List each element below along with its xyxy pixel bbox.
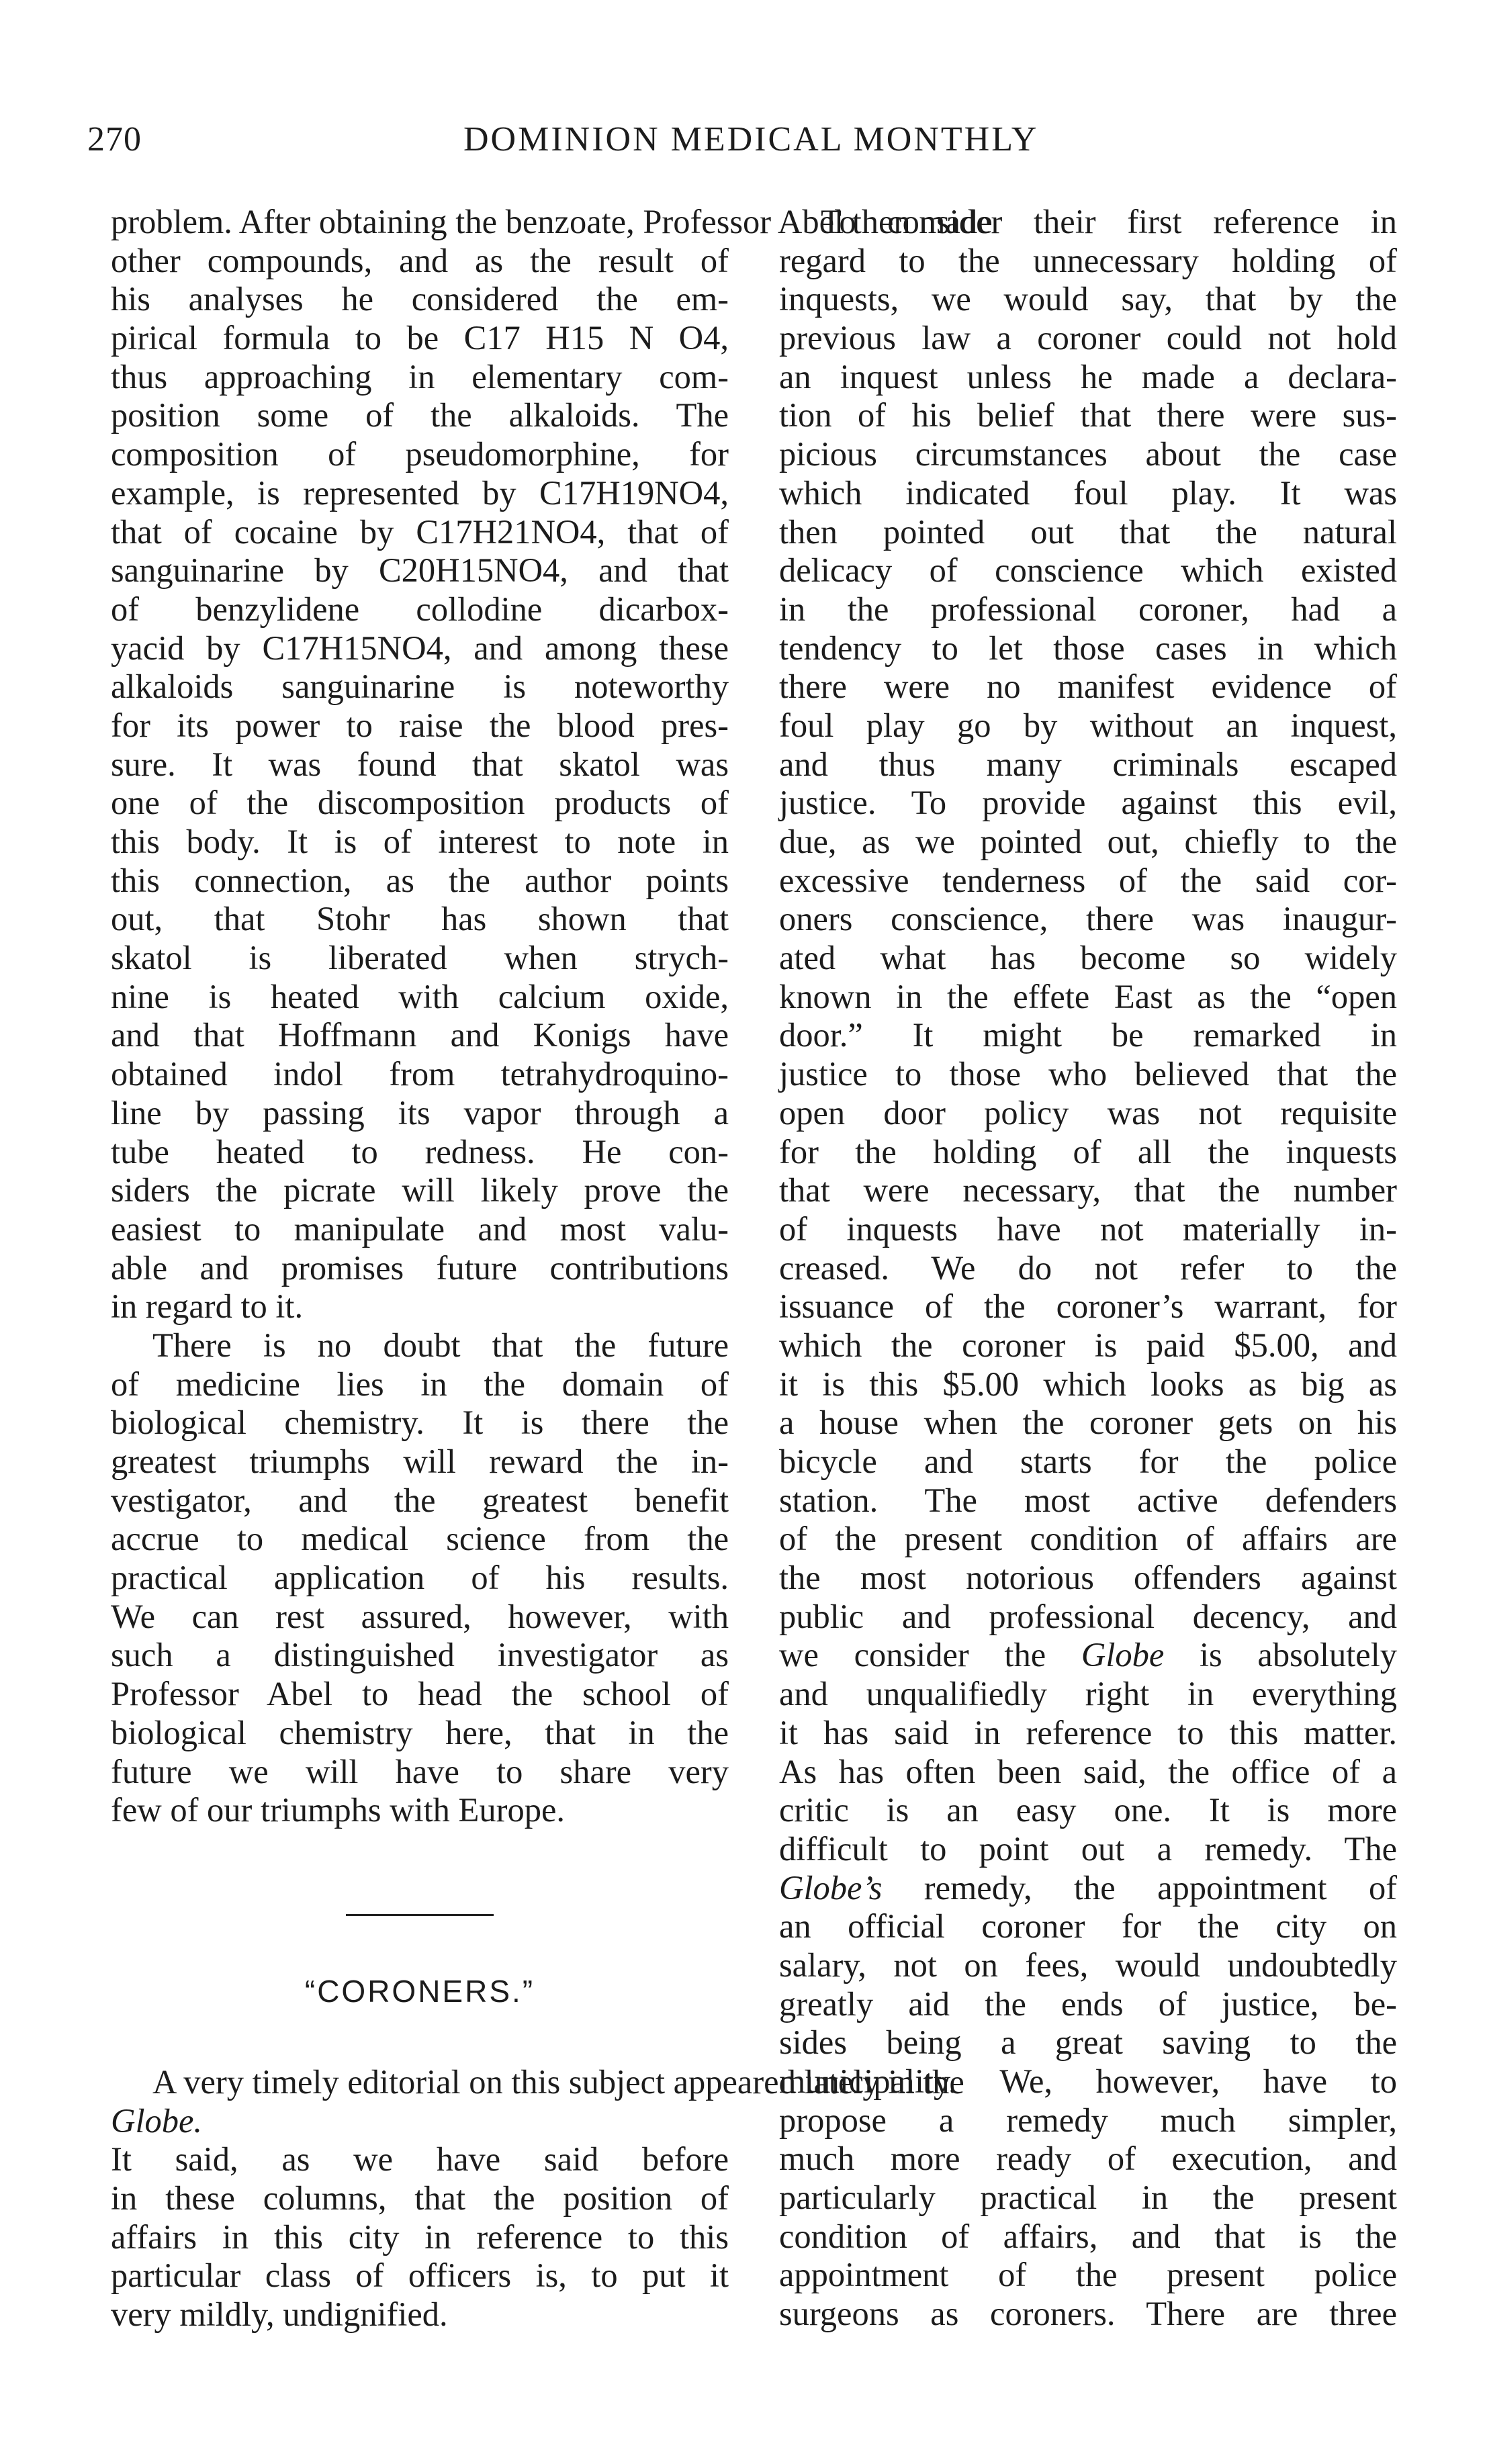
text-line: it is this $5.00 which looks as big as: [779, 1365, 1397, 1403]
text-line: delicacy of conscience which existed: [779, 551, 1397, 590]
text-line: sides being a great saving to the: [779, 2023, 1397, 2062]
text-line: a house when the coroner gets on his: [779, 1404, 1397, 1442]
section-heading: “CORONERS.”: [304, 1974, 535, 2009]
text-line: biological chemistry here, that in the: [111, 1713, 729, 1751]
text-line: excessive tenderness of the said cor-: [779, 861, 1397, 899]
running-head: [87, 120, 1404, 167]
text-segment: we consider the: [779, 1636, 1046, 1674]
text-line: accrue to medical science from the: [111, 1520, 729, 1558]
text-line: greatly aid the ends of justice, be-: [779, 1984, 1397, 2023]
text-line: [111, 2102, 729, 2141]
text-line: condition of affairs, and that is the: [779, 2217, 1397, 2255]
text-line: of the present condition of affairs are: [779, 1520, 1397, 1558]
paragraph-coroners-part1: [779, 203, 1397, 1636]
text-line: very mildly, undignified.: [111, 2295, 448, 2334]
text-line: public and professional decency, and: [779, 1597, 1397, 1635]
text-line: critic is an easy one. It is more: [779, 1791, 1397, 1829]
text-segment: remedy, the appointment of: [923, 1868, 1398, 1907]
text-line: station. The most active defenders: [779, 1481, 1397, 1519]
text-line: obtained indol from tetrahydroquino-: [111, 1055, 729, 1093]
text-line: of medicine lies in the domain of: [111, 1365, 729, 1403]
paragraph-coroners-part2: [779, 1675, 1397, 1868]
text-line: tube heated to redness. He con-: [111, 1132, 729, 1171]
text-line: for its power to raise the blood pres-: [111, 706, 729, 744]
globe-title: Globe’s: [779, 1868, 883, 1907]
text-line: that were necessary, that the number: [779, 1171, 1397, 1210]
text-line: It said, as we have said before: [111, 2140, 729, 2179]
text-line: this body. It is of interest to note in: [111, 823, 729, 860]
text-line: tion of his belief that there were sus-: [779, 396, 1397, 435]
text-line: thus approaching in elementary com-: [111, 357, 729, 396]
text-line: known in the effete East as the “open: [779, 977, 1397, 1015]
text-line: ated what has become so widely: [779, 939, 1397, 977]
section-divider: [346, 1914, 494, 1916]
text-line: then pointed out that the natural: [779, 512, 1397, 551]
text-line: future we will have to share very: [111, 1752, 729, 1790]
text-line: for the holding of all the inquests: [779, 1132, 1397, 1171]
text-line: appointment of the present police: [779, 2256, 1397, 2294]
text-line: regard to the unnecessary holding of: [779, 241, 1397, 279]
text-line: inquests, we would say, that by the: [779, 280, 1397, 318]
text-line: biological chemistry. It is there the: [111, 1404, 729, 1442]
text-line: due, as we pointed out, chiefly to the: [779, 823, 1397, 860]
text-line: tendency to let those cases in which: [779, 629, 1397, 667]
text-line: example, is represented by C17H19NO4,: [111, 473, 729, 512]
text-line: much more ready of execution, and: [779, 2140, 1397, 2178]
paragraph-editorial: [111, 2063, 964, 2334]
text-line: easiest to manipulate and most valu-: [111, 1210, 729, 1248]
text-line: [779, 1636, 1397, 1675]
text-line: few of our triumphs with Europe.: [111, 1791, 566, 1829]
page-number: 270: [87, 120, 142, 158]
text-line: problem. After obtaining the benzoate, Professor Abel then made: [111, 203, 993, 240]
text-line: an inquest unless he made a declara-: [779, 357, 1397, 396]
text-line: position some of the alkaloids. The: [111, 396, 729, 435]
text-line: propose a remedy much simpler,: [779, 2101, 1397, 2139]
text-line: this connection, as the author points: [111, 861, 729, 899]
text-line: picious circumstances about the case: [779, 435, 1397, 473]
text-line: an official coroner for the city on: [779, 1907, 1397, 1946]
text-line: particularly practical in the present: [779, 2179, 1397, 2217]
text-line: yacid by C17H15NO4, and among these: [111, 629, 729, 667]
text-line: greatest triumphs will reward the in-: [111, 1443, 729, 1480]
text-line: of benzylidene collodine dicarbox-: [111, 590, 729, 628]
globe-title: Globe: [1081, 1636, 1165, 1674]
text-line: it has said in reference to this matter.: [779, 1713, 1397, 1751]
text-line: open door policy was not requisite: [779, 1093, 1397, 1132]
text-line: pirical formula to be C17 H15 N O4,: [111, 319, 729, 357]
text-line: salary, not on fees, would undoubtedly: [779, 1946, 1397, 1984]
text-line: justice. To provide against this evil,: [779, 784, 1397, 822]
text-line: in these columns, that the position of: [111, 2179, 729, 2218]
text-line: previous law a coroner could not hold: [779, 319, 1397, 357]
text-line: and thus many criminals escaped: [779, 745, 1397, 783]
text-line: vestigator, and the greatest benefit: [111, 1481, 729, 1519]
text-line: other compounds, and as the result of: [111, 241, 729, 279]
text-line: bicycle and starts for the police: [779, 1443, 1397, 1480]
text-line: that of cocaine by C17H21NO4, that of: [111, 512, 729, 551]
text-line: which the coroner is paid $5.00, and: [779, 1326, 1397, 1364]
editorial-lines: [111, 2140, 729, 2334]
text-line: nine is heated with calcium oxide,: [111, 977, 729, 1015]
text-line: line by passing its vapor through a: [111, 1093, 729, 1132]
text-line: siders the picrate will likely prove the: [111, 1171, 729, 1210]
text-line: out, that Stohr has shown that: [111, 900, 729, 938]
text-line: in regard to it.: [111, 1287, 304, 1326]
text-line: the most notorious offenders against: [779, 1559, 1397, 1597]
paragraph-biochemistry: [111, 203, 993, 1326]
text-line: such a distinguished investigator as: [111, 1636, 729, 1674]
text-line: Professor Abel to head the school of: [111, 1675, 729, 1713]
text-line: We can rest assured, however, with: [111, 1597, 729, 1635]
text-line: and that Hoffmann and Konigs have: [111, 1016, 729, 1054]
globe-title: Globe.: [111, 2101, 203, 2140]
text-line: which indicated foul play. It was: [779, 473, 1397, 512]
journal-title: DOMINION MEDICAL MONTHLY: [463, 120, 1039, 158]
text-line: in the professional coroner, had a: [779, 590, 1397, 628]
text-line: As has often been said, the office of a: [779, 1752, 1397, 1790]
text-line: creased. We do not refer to the: [779, 1248, 1397, 1287]
text-line: To consider their first reference in: [821, 203, 1397, 240]
text-line: sanguinarine by C20H15NO4, and that: [111, 551, 729, 590]
text-line: foul play go by without an inquest,: [779, 706, 1397, 744]
text-line: one of the discomposition products of: [111, 784, 729, 822]
text-line: justice to those who believed that the: [779, 1055, 1397, 1093]
text-line: door.” It might be remarked in: [779, 1016, 1397, 1054]
text-line: able and promises future contributions: [111, 1248, 729, 1287]
text-line: surgeons as coroners. There are three: [779, 2295, 1397, 2333]
text-line: of inquests have not materially in-: [779, 1210, 1397, 1248]
text-line: There is no doubt that the future: [152, 1326, 729, 1364]
text-line: oners conscience, there was inaugur-: [779, 900, 1397, 938]
text-line: there were no manifest evidence of: [779, 668, 1397, 706]
text-segment: is absolutely: [1200, 1636, 1397, 1674]
text-line: affairs in this city in reference to this: [111, 2218, 729, 2256]
right-column: [779, 203, 1397, 2334]
text-line: alkaloids sanguinarine is noteworthy: [111, 668, 729, 706]
text-line: skatol is liberated when strych-: [111, 939, 729, 977]
text-line: difficult to point out a remedy. The: [779, 1829, 1397, 1868]
text-line: issuance of the coroner’s warrant, for: [779, 1287, 1397, 1326]
text-line: particular class of officers is, to put it: [111, 2256, 729, 2295]
text-line: [779, 1869, 1397, 1908]
text-line: [111, 2063, 964, 2102]
text-line: practical application of his results.: [111, 1559, 729, 1597]
editorial-intro-text: A very timely editorial on this subject appeared lately in the: [152, 2063, 964, 2101]
text-line: municipality. We, however, have to: [779, 2062, 1397, 2100]
text-line: sure. It was found that skatol was: [111, 745, 729, 783]
paragraph-coroners-part3: [779, 1907, 1397, 2334]
paragraph-future-of-medicine: [111, 1326, 729, 1830]
text-line: his analyses he considered the em-: [111, 280, 729, 318]
text-line: composition of pseudomorphine, for: [111, 435, 729, 473]
text-line: and unqualifiedly right in everything: [779, 1675, 1397, 1713]
